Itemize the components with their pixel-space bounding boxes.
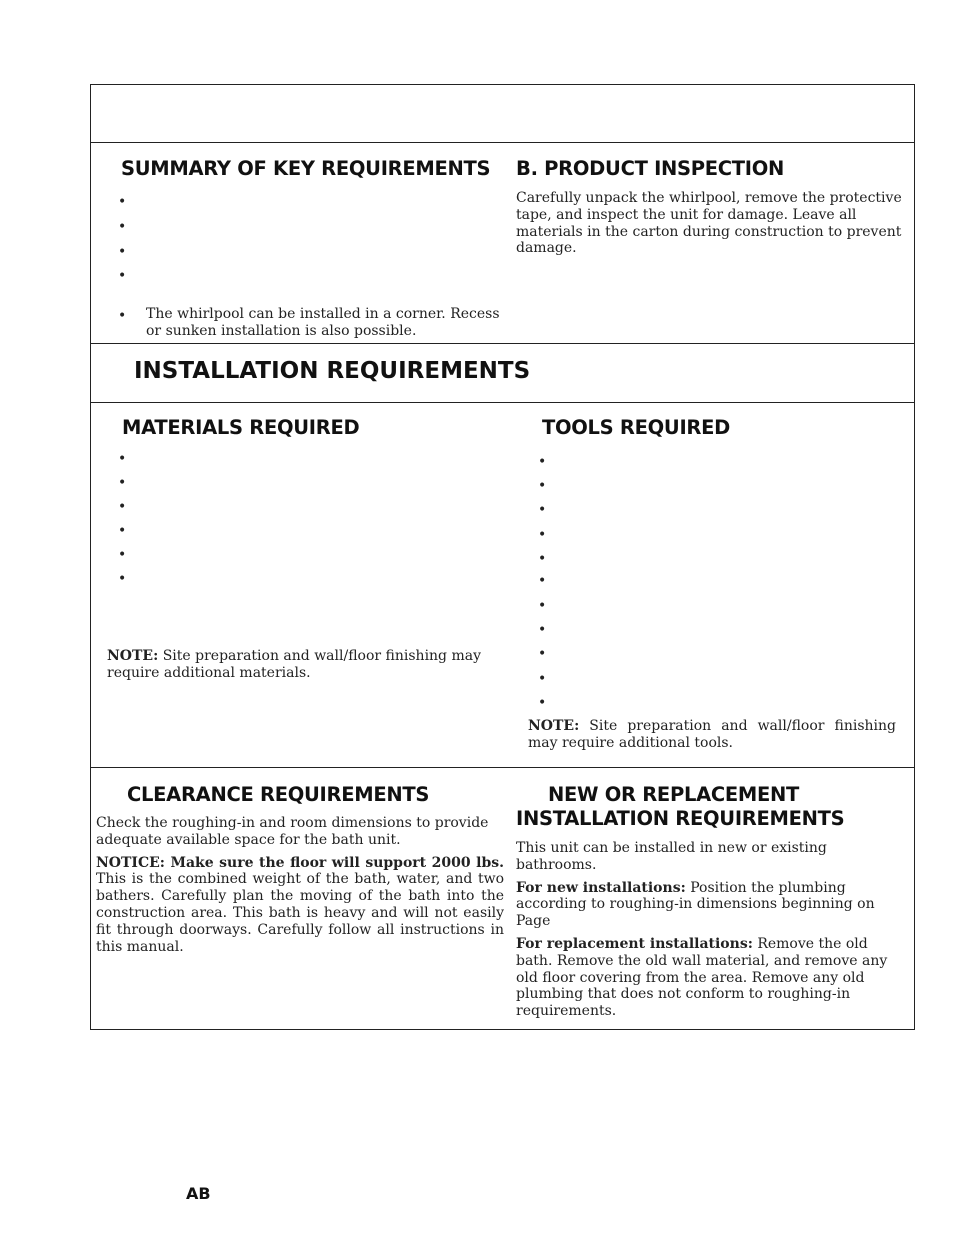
tools-bullet: • [538, 573, 547, 589]
tools-note [528, 718, 896, 752]
notice-label: NOTICE: Make sure the floor will support 2000 lbs. [96, 854, 504, 871]
materials-bullet: • [118, 451, 127, 467]
new-replacement-heading-line1: NEW OR REPLACEMENT [548, 783, 800, 806]
summary-item-corner: The whirlpool can be installed in a corner. Recess or sunken installation is also possible. [146, 306, 500, 339]
new-replacement-paragraph: This unit can be installed in new or existing bathrooms. [516, 840, 827, 873]
tools-bullet: • [538, 454, 547, 470]
inspection-text: Carefully unpack the whirlpool, remove the protective tape, and inspect the unit for damage. Leave all materials in the carton during construction to prevent damage. [516, 190, 902, 257]
divider [91, 767, 914, 768]
replacement-installations-text: Remove the old bath. Remove the old wall material, and remove any old floor covering from the area. Remove any old plumbing that does not conform to roughing-in requirements. [516, 935, 888, 1020]
new-installations-paragraph [516, 880, 900, 930]
tools-bullet: • [538, 671, 547, 687]
new-installations-label: For new installations: [516, 879, 686, 896]
summary-bullet: • [118, 308, 127, 324]
tools-bullet: • [538, 622, 547, 638]
clearance-body [96, 815, 504, 961]
tools-heading: TOOLS REQUIRED [542, 416, 731, 439]
divider [91, 343, 914, 344]
materials-bullet: • [118, 547, 127, 563]
materials-bullet: • [118, 475, 127, 491]
replacement-installations-label: For replacement installations: [516, 935, 753, 952]
note-label: NOTE: [107, 648, 159, 664]
summary-heading: SUMMARY OF KEY REQUIREMENTS [121, 157, 491, 180]
notice-text: This is the combined weight of the bath, water, and two bathers. Carefully plan the moving of the bath into the construction area. This bath is heavy and will not easily fit through doorways. Carefully follow all instructions in this manual. [96, 871, 504, 955]
summary-bullet: • [118, 194, 127, 210]
replacement-installations-paragraph [516, 936, 900, 1020]
tools-bullet: • [538, 478, 547, 494]
tools-bullet: • [538, 551, 547, 567]
clearance-heading: CLEARANCE REQUIREMENTS [127, 783, 430, 806]
tools-bullet: • [538, 598, 547, 614]
divider [91, 142, 914, 143]
clearance-paragraph: Check the roughing-in and room dimensions to provide adequate available space for the bath unit. [96, 815, 489, 848]
new-replacement-body [516, 840, 900, 1026]
new-installations-text: Position the plumbing according to roughing-in dimensions beginning on Page [516, 879, 875, 930]
tools-bullet: • [538, 527, 547, 543]
tools-bullet: • [538, 502, 547, 518]
summary-bullet: • [118, 219, 127, 235]
materials-bullet: • [118, 499, 127, 515]
clearance-notice [96, 855, 504, 956]
footer-code: AB [186, 1184, 211, 1203]
note-text: Site preparation and wall/floor finishing may require additional tools. [528, 718, 896, 751]
tools-bullet: • [538, 646, 547, 662]
new-replacement-heading-line2: INSTALLATION REQUIREMENTS [516, 807, 845, 830]
materials-bullet: • [118, 523, 127, 539]
note-label: NOTE: [528, 718, 580, 734]
materials-heading: MATERIALS REQUIRED [122, 416, 360, 439]
installation-heading: INSTALLATION REQUIREMENTS [134, 358, 531, 384]
tools-bullet: • [538, 695, 547, 711]
materials-note [107, 648, 502, 682]
divider [91, 402, 914, 403]
summary-bullet: • [118, 244, 127, 260]
materials-bullet: • [118, 571, 127, 587]
note-text: Site preparation and wall/floor finishing may require additional materials. [107, 648, 482, 681]
inspection-heading: B. PRODUCT INSPECTION [516, 157, 785, 180]
summary-bullet: • [118, 268, 127, 284]
